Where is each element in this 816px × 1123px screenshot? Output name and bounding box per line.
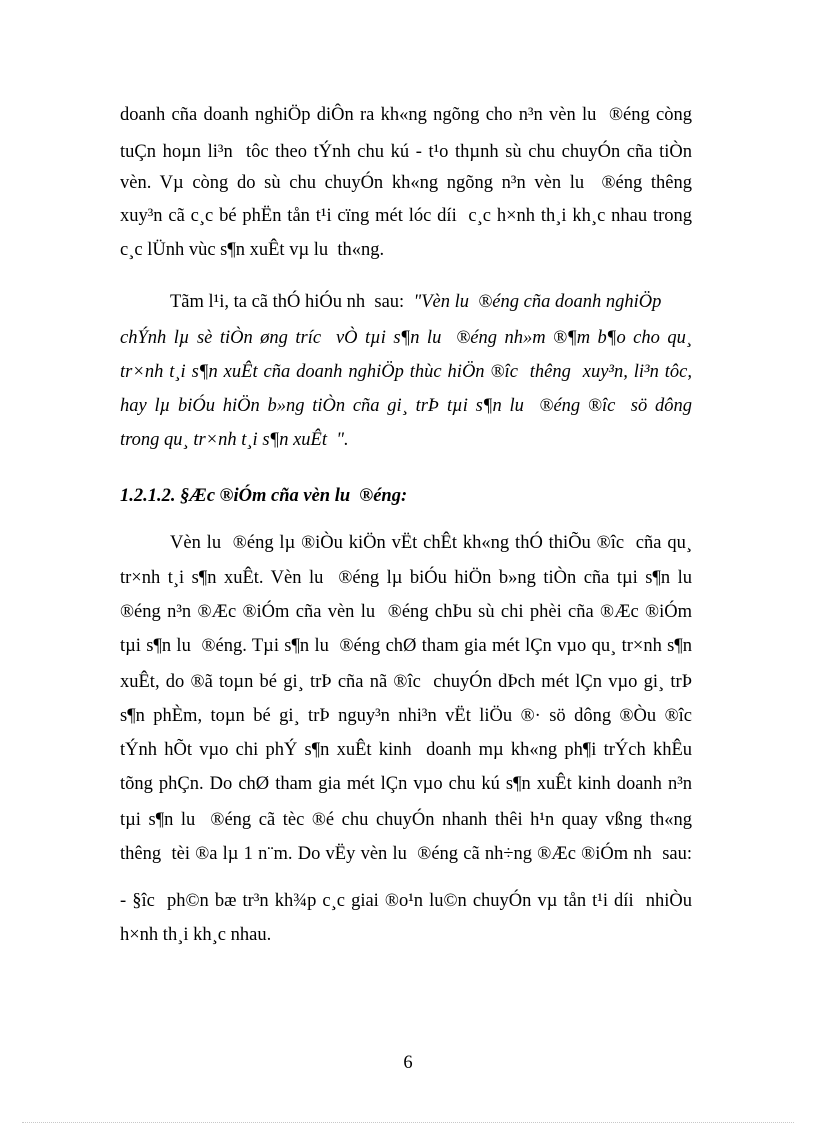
definition-quote-start: "Vèn lu ®éng cña doanh nghiÖp (413, 292, 662, 312)
paragraph-1-line: doanh cña doanh nghiÖp diÔn ra kh«ng ngõng cho n³n vèn lu ®éng còng (120, 105, 692, 125)
bullet-item-line: - §îc ph©n bæ tr³n kh¾p c¸c giai ®o¹n lu©n chuyÓn vµ tån t¹i díi nhiÒu (120, 891, 692, 911)
definition-quote-line: chÝnh lµ sè tiÒn øng tríc vÒ tµi s¶n lu ®éng nh»m ®¶m b¶o cho qu¸ (120, 328, 692, 348)
paragraph-3-line: tÝnh hÕt vµo chi phÝ s¶n xuÊt kinh doanh mµ kh«ng ph¶i trÝch khÊu (120, 740, 692, 760)
paragraph-3-line: tµi s¶n lu ®éng cã tèc ®é chu chuyÓn nhanh thêi h¹n quay vßng th«ng (120, 810, 692, 830)
paragraph-3-line: ®éng n³n ®Æc ®iÓm cña vèn lu ®éng chÞu sù chi phèi cña ®Æc ®iÓm (120, 602, 692, 622)
paragraph-2-lead-text: Tãm l¹i, ta cã thÓ hiÓu nh sau: (170, 292, 414, 312)
paragraph-3-line: s¶n phÈm, toµn bé gi¸ trÞ nguy³n nhi³n vËt liÖu ®· sö dông ®Òu ®îc (120, 706, 692, 726)
paragraph-1-line: xuy³n cã c¸c bé phËn tån t¹i cïng mét lóc díi c¸c h×nh th¸i kh¸c nhau trong (120, 206, 692, 226)
paragraph-3-line: tr×nh t¸i s¶n xuÊt. Vèn lu ®éng lµ biÓu hiÖn b»ng tiÒn cña tµi s¶n lu (120, 568, 692, 588)
definition-quote-line: tr×nh t¸i s¶n xuÊt cña doanh nghiÖp thùc hiÖn ®îc thêng xuy³n, li³n tôc, (120, 362, 692, 382)
definition-quote-line: trong qu¸ tr×nh t¸i s¶n xuÊt ". (120, 430, 349, 450)
section-heading: 1.2.1.2. §Æc ®iÓm cña vèn lu ®éng: (120, 486, 408, 506)
paragraph-1-line: vèn. Vµ còng do sù chu chuyÓn kh«ng ngõng n³n vèn lu ®éng thêng (120, 173, 692, 193)
paragraph-3-line: tõng phÇn. Do chØ tham gia mét lÇn vµo chu kú s¶n xuÊt kinh doanh n³n (120, 774, 692, 794)
paragraph-2-first-line (170, 290, 692, 314)
page-number: 6 (403, 1053, 413, 1073)
definition-quote-line: hay lµ biÓu hiÖn b»ng tiÒn cña gi¸ trÞ tµi s¶n lu ®éng ®îc sö dông (120, 396, 692, 416)
paragraph-1-line: tuÇn hoµn li³n tôc theo tÝnh chu kú - t¹o thµnh sù chu chuyÓn cña tiÒn (120, 142, 692, 162)
paragraph-3-line: xuÊt, do ®ã toµn bé gi¸ trÞ cña nã ®îc chuyÓn dÞch mét lÇn vµo gi¸ trÞ (120, 672, 692, 692)
bullet-item-line: h×nh th¸i kh¸c nhau. (120, 925, 272, 945)
paragraph-3-line: thêng tèi ®a lµ 1 n¨m. Do vËy vèn lu ®éng cã nh÷ng ®Æc ®iÓm nh sau: (120, 844, 692, 864)
paragraph-3-line: tµi s¶n lu ®éng. Tµi s¶n lu ®éng chØ tham gia mét lÇn vµo qu¸ tr×nh s¶n (120, 636, 692, 656)
paragraph-3-line: Vèn lu ®éng lµ ®iÒu kiÖn vËt chÊt kh«ng thÓ thiÕu ®îc cña qu¸ (170, 533, 692, 553)
paragraph-1-line: c¸c lÜnh vùc s¶n xuÊt vµ lu th«ng. (120, 240, 385, 260)
